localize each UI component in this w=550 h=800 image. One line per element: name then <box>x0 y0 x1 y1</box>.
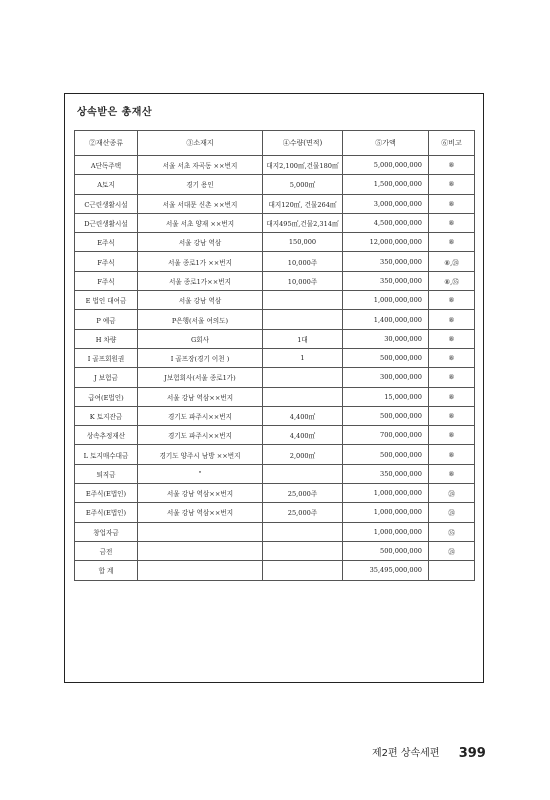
cell-location: P은행(서울 여의도) <box>138 310 263 329</box>
section-title: 상속받은 총재산 <box>77 107 153 118</box>
cell-quantity: 10,000주 <box>263 271 343 290</box>
cell-location: 경기도 파주시××번지 <box>138 426 263 445</box>
cell-quantity: 4,400㎡ <box>263 426 343 445</box>
cell-quantity <box>263 522 343 541</box>
cell-value: 350,000,000 <box>343 271 429 290</box>
cell-location: 서울 종로1가 ××번지 <box>138 252 263 271</box>
table-row <box>75 271 475 290</box>
cell-asset-type: F주식 <box>75 271 138 290</box>
table-row <box>75 406 475 425</box>
table-row <box>75 464 475 483</box>
cell-asset-type: E주식 <box>75 233 138 252</box>
cell-quantity: 4,400㎡ <box>263 406 343 425</box>
cell-note: ⑧ <box>429 329 475 348</box>
cell-location: 서울 종로1가××번지 <box>138 271 263 290</box>
col-header-location: ③소재지 <box>138 131 263 156</box>
table-body <box>75 156 475 581</box>
cell-value: 1,000,000,000 <box>343 522 429 541</box>
cell-asset-type: E 법인 대여금 <box>75 291 138 310</box>
cell-asset-type: K 토지잔금 <box>75 406 138 425</box>
cell-asset-type: J 보험금 <box>75 368 138 387</box>
cell-value: 1,400,000,000 <box>343 310 429 329</box>
page-footer <box>372 744 486 761</box>
table-row <box>75 310 475 329</box>
col-header-note: ⑥비고 <box>429 131 475 156</box>
cell-value: 1,500,000,000 <box>343 175 429 194</box>
col-header-value: ⑤가액 <box>343 131 429 156</box>
cell-note: ⑧ <box>429 426 475 445</box>
cell-note: ⑧ <box>429 233 475 252</box>
cell-quantity <box>263 368 343 387</box>
cell-location: " <box>138 464 263 483</box>
table-row <box>75 233 475 252</box>
cell-quantity: 10,000주 <box>263 252 343 271</box>
cell-value: 500,000,000 <box>343 348 429 367</box>
cell-location: 서울 강남 역삼 <box>138 233 263 252</box>
table-header-row <box>75 131 475 156</box>
table-row <box>75 445 475 464</box>
cell-quantity: 1대 <box>263 329 343 348</box>
cell-asset-type: 급여(E법인) <box>75 387 138 406</box>
table-row <box>75 522 475 541</box>
cell-location: 경기도 양주시 남방 ××번지 <box>138 445 263 464</box>
cell-quantity <box>263 310 343 329</box>
cell-note: ⑧,㉔ <box>429 252 475 271</box>
footer-section-label: 제2편 상속세편 <box>372 748 440 759</box>
page-number: 399 <box>458 746 486 761</box>
cell-asset-type: E주식(E법인) <box>75 484 138 503</box>
cell-note: ⑧ <box>429 387 475 406</box>
cell-value: 35,495,000,000 <box>343 561 429 580</box>
cell-asset-type: P 예금 <box>75 310 138 329</box>
cell-quantity <box>263 291 343 310</box>
table-row <box>75 541 475 560</box>
cell-value: 300,000,000 <box>343 368 429 387</box>
cell-note: ⑧ <box>429 194 475 213</box>
cell-location: J보험회사(서울 종로1가) <box>138 368 263 387</box>
cell-quantity: 대지120㎡, 건물264㎡ <box>263 194 343 213</box>
cell-note: ⑧ <box>429 175 475 194</box>
cell-note: ⑧ <box>429 368 475 387</box>
cell-value: 350,000,000 <box>343 464 429 483</box>
cell-asset-type: H 차량 <box>75 329 138 348</box>
cell-quantity: 150,000 <box>263 233 343 252</box>
cell-quantity: 대지2,100㎡,건물180㎡ <box>263 156 343 175</box>
cell-location: 서울 서초 자곡동 ××번지 <box>138 156 263 175</box>
cell-note: ㉔ <box>429 541 475 560</box>
cell-location: I 골프장(경기 이천 ) <box>138 348 263 367</box>
cell-location <box>138 561 263 580</box>
cell-value: 15,000,000 <box>343 387 429 406</box>
table-row <box>75 175 475 194</box>
asset-table-frame <box>64 93 484 683</box>
cell-note <box>429 561 475 580</box>
cell-quantity <box>263 541 343 560</box>
table-row <box>75 484 475 503</box>
table-row <box>75 561 475 580</box>
cell-quantity: 1 <box>263 348 343 367</box>
cell-note: ⑧ <box>429 310 475 329</box>
cell-location: 경기도 파주시××번지 <box>138 406 263 425</box>
cell-quantity: 2,000㎡ <box>263 445 343 464</box>
cell-note: ⑧ <box>429 291 475 310</box>
cell-quantity <box>263 561 343 580</box>
cell-note: ㉔ <box>429 503 475 522</box>
cell-value: 500,000,000 <box>343 445 429 464</box>
cell-note: ⑧,㉟ <box>429 271 475 290</box>
cell-location: 서울 강남 역삼 <box>138 291 263 310</box>
table-row <box>75 329 475 348</box>
cell-asset-type: 합 계 <box>75 561 138 580</box>
cell-quantity: 25,000주 <box>263 503 343 522</box>
cell-quantity: 5,000㎡ <box>263 175 343 194</box>
col-header-quantity: ④수량(면적) <box>263 131 343 156</box>
cell-asset-type: A토지 <box>75 175 138 194</box>
cell-asset-type: 퇴직금 <box>75 464 138 483</box>
cell-location: G회사 <box>138 329 263 348</box>
col-header-asset-type: ②재산종류 <box>75 131 138 156</box>
cell-note: ⑧ <box>429 156 475 175</box>
cell-asset-type: E주식(E법인) <box>75 503 138 522</box>
cell-location: 서울 서초 양재 ××번지 <box>138 213 263 232</box>
cell-asset-type: C근린생활시설 <box>75 194 138 213</box>
cell-value: 1,000,000,000 <box>343 484 429 503</box>
cell-value: 700,000,000 <box>343 426 429 445</box>
cell-asset-type: 상속추정재산 <box>75 426 138 445</box>
cell-asset-type: 금전 <box>75 541 138 560</box>
cell-note: ⑧ <box>429 348 475 367</box>
cell-value: 1,000,000,000 <box>343 503 429 522</box>
cell-asset-type: F주식 <box>75 252 138 271</box>
cell-asset-type: 창업자금 <box>75 522 138 541</box>
cell-asset-type: D근린생활시설 <box>75 213 138 232</box>
table-row <box>75 156 475 175</box>
cell-value: 30,000,000 <box>343 329 429 348</box>
table-row <box>75 252 475 271</box>
cell-quantity: 대지495㎡,건물2,314㎡ <box>263 213 343 232</box>
cell-value: 5,000,000,000 <box>343 156 429 175</box>
cell-location <box>138 522 263 541</box>
table-row <box>75 387 475 406</box>
cell-location: 서울 강남 역삼××번지 <box>138 503 263 522</box>
cell-value: 1,000,000,000 <box>343 291 429 310</box>
cell-asset-type: I 골프회원권 <box>75 348 138 367</box>
cell-value: 4,500,000,000 <box>343 213 429 232</box>
asset-table <box>74 130 475 581</box>
cell-location: 서울 강남 역삼××번지 <box>138 387 263 406</box>
cell-note: ㉔ <box>429 484 475 503</box>
cell-quantity <box>263 387 343 406</box>
cell-quantity: 25,000주 <box>263 484 343 503</box>
cell-value: 350,000,000 <box>343 252 429 271</box>
table-row <box>75 368 475 387</box>
cell-note: ⑧ <box>429 464 475 483</box>
cell-location <box>138 541 263 560</box>
table-row <box>75 426 475 445</box>
cell-quantity <box>263 464 343 483</box>
cell-asset-type: L 토지매수대금 <box>75 445 138 464</box>
table-row <box>75 194 475 213</box>
cell-note: ⑧ <box>429 445 475 464</box>
cell-value: 3,000,000,000 <box>343 194 429 213</box>
table-row <box>75 348 475 367</box>
table-row <box>75 291 475 310</box>
table-row <box>75 503 475 522</box>
cell-note: ㉟ <box>429 522 475 541</box>
cell-value: 500,000,000 <box>343 406 429 425</box>
cell-location: 서울 강남 역삼××번지 <box>138 484 263 503</box>
cell-value: 12,000,000,000 <box>343 233 429 252</box>
cell-value: 500,000,000 <box>343 541 429 560</box>
cell-note: ⑧ <box>429 406 475 425</box>
cell-note: ⑧ <box>429 213 475 232</box>
cell-location: 경기 용인 <box>138 175 263 194</box>
cell-location: 서울 서대문 신촌 ××번지 <box>138 194 263 213</box>
table-row <box>75 213 475 232</box>
cell-asset-type: A단독주택 <box>75 156 138 175</box>
